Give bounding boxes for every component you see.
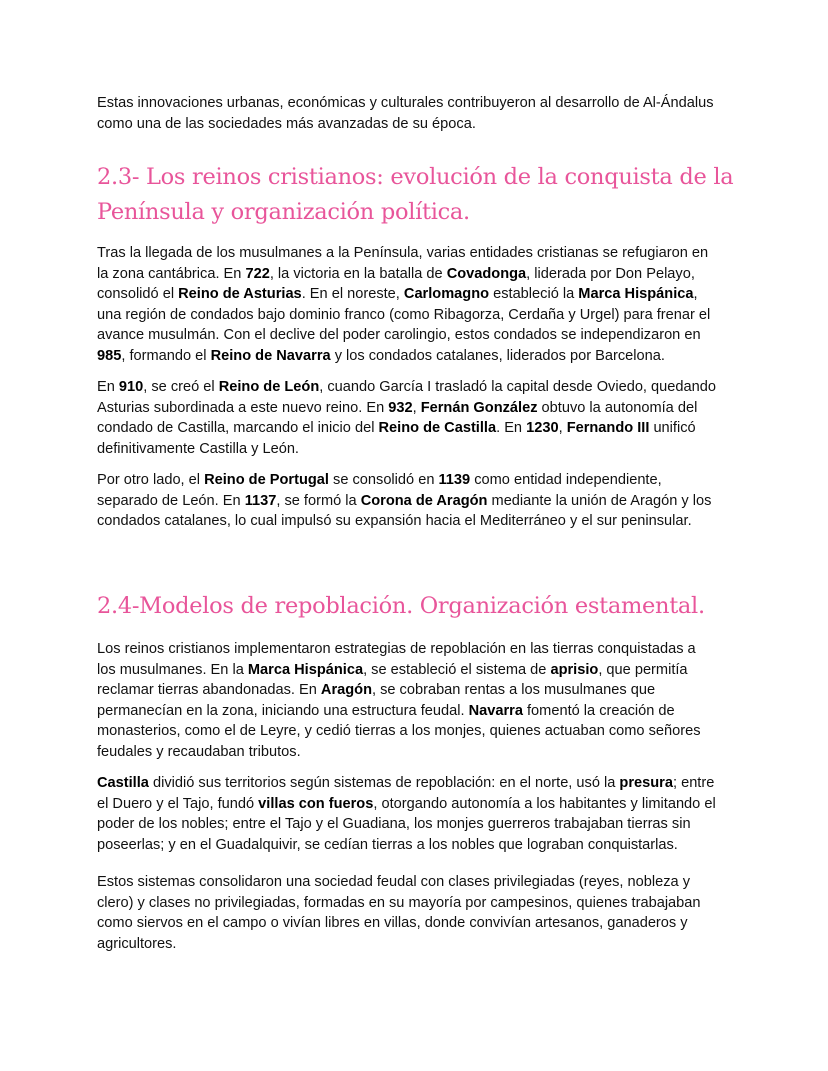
paragraph-christian-kingdoms-origins [97, 243, 757, 366]
section-heading-2-3 [97, 160, 757, 230]
bold-text: 722 [245, 265, 270, 282]
bold-text: Fernán González [420, 399, 538, 416]
text-run: En [97, 379, 119, 395]
text-run: , la victoria en la batalla de [269, 265, 447, 282]
text-run: mediante la unión de Aragón y los condados catalanes, lo cual impulsó su expansión hacia el Mediterráneo y el sur peninsular. [97, 492, 712, 529]
text-run: dividió sus territorios según sistemas de repoblación: en el norte, usó la [148, 775, 620, 791]
bold-text: villas con fueros [258, 795, 374, 812]
text-run: 2.4-Modelos de repoblación. Organización estamental. [97, 593, 705, 619]
text-run: , [412, 399, 421, 416]
bold-text: 910 [118, 379, 144, 395]
text-run: Estas innovaciones urbanas, económicas y culturales contribuyeron al desarrollo de Al-Ándalus como una de las sociedades más avanzadas de su época. [97, 95, 714, 132]
text-run: Estos sistemas consolidaron una sociedad feudal con clases privilegiadas (reyes, nobleza y clero) y clases no privilegiadas, formadas en su mayoría por campesinos, quienes trabajaban como siervos en el campo o vivían libres en villas, donde convivían artesanos, ganaderos y agricultores. [97, 874, 701, 952]
paragraph-feudal-society [97, 872, 757, 954]
text-run: se consolidó en [328, 472, 439, 488]
text-run: 2.3- Los reinos cristianos: evolución de la conquista de la Península y organización política. [97, 164, 734, 225]
bold-text: Castilla [97, 775, 149, 791]
text-run: y los condados catalanes, liderados por Barcelona. [330, 347, 665, 364]
text-run: , se cobraban rentas a los musulmanes que permanecían en la zona, iniciando una estructura feudal. [97, 682, 656, 719]
bold-text: Reino de Portugal [204, 472, 329, 488]
bold-text: Carlomagno [403, 286, 490, 302]
text-run: . En [496, 420, 527, 436]
text-run: , se creó el [143, 379, 219, 395]
bold-text: Marca Hispánica [578, 286, 694, 302]
text-run: , otorgando autonomía a los habitantes y limitando el poder de los nobles; entre el Tajo y el Guadiana, los monjes guerreros trabajaban tierras sin poseerlas; y en el Guadalquivir, se cedían tierras a los nobles que lograban conquistarlas. [97, 795, 716, 853]
text-run: unificó definitivamente Castilla y León. [97, 420, 696, 457]
bold-text: Reino de Castilla [378, 420, 497, 436]
bold-text: Reino de Navarra [210, 347, 331, 364]
bold-text: Marca Hispánica [247, 661, 364, 678]
text-run: fomentó la creación de monasterios, como el de Leyre, y cedió tierras a los monjes, quienes actuaban como señores feudales y recaudaban tributos. [97, 702, 701, 760]
text-run: , una región de condados bajo dominio franco (como Ribagorza, Cerdaña y Urgel) para frenar el avance musulmán. Con el declive del poder carolingio, estos condados se independizaron en [97, 286, 711, 343]
text-run: estableció la [489, 286, 579, 302]
text-run: , [558, 420, 567, 436]
text-run: , se formó la [276, 492, 361, 509]
bold-text: Fernando III [566, 420, 650, 436]
bold-text: 1139 [438, 472, 471, 488]
bold-text: Reino de León [218, 379, 320, 395]
bold-text: 1230 [526, 420, 559, 436]
bold-text: aprisio [550, 661, 599, 678]
bold-text: 932 [388, 399, 413, 416]
section-heading-2-4 [97, 589, 757, 624]
text-run: , que permitía reclamar tierras abandonadas. En [97, 661, 688, 698]
bold-text: 1137 [244, 492, 277, 509]
text-run: , liderada por Don Pelayo, consolidó el [97, 265, 695, 302]
text-run: Tras la llegada de los musulmanes a la Península, varias entidades cristianas se refugiaron en la zona cantábrica. En [97, 245, 709, 282]
intro-paragraph [97, 93, 757, 134]
text-run: , formando el [121, 347, 211, 364]
bold-text: 985 [97, 347, 122, 364]
paragraph-repopulation-strategies [97, 639, 757, 762]
text-run: ; entre el Duero y el Tajo, fundó [97, 775, 715, 812]
text-run: como entidad independiente, separado de León. En [97, 472, 662, 509]
text-run: Por otro lado, el [97, 472, 205, 488]
text-run: , se estableció el sistema de [363, 661, 551, 678]
text-run: Los reinos cristianos implementaron estrategias de repoblación en las tierras conquistadas a los musulmanes. En la [97, 641, 696, 678]
paragraph-castilla-repopulation [97, 773, 757, 855]
paragraph-leon-castilla [97, 377, 757, 459]
text-run: , cuando García I trasladó la capital desde Oviedo, quedando Asturias subordinada a este nuevo reino. En [97, 379, 716, 416]
text-run: obtuvo la autonomía del condado de Castilla, marcando el inicio del [97, 399, 698, 436]
bold-text: presura [619, 775, 673, 791]
bold-text: Corona de Aragón [360, 492, 488, 509]
paragraph-portugal-aragon [97, 470, 757, 532]
bold-text: Covadonga [446, 265, 527, 282]
bold-text: Navarra [468, 702, 523, 719]
bold-text: Reino de Asturias [178, 286, 302, 302]
bold-text: Aragón [320, 682, 372, 698]
text-run: . En el noreste, [301, 286, 404, 302]
